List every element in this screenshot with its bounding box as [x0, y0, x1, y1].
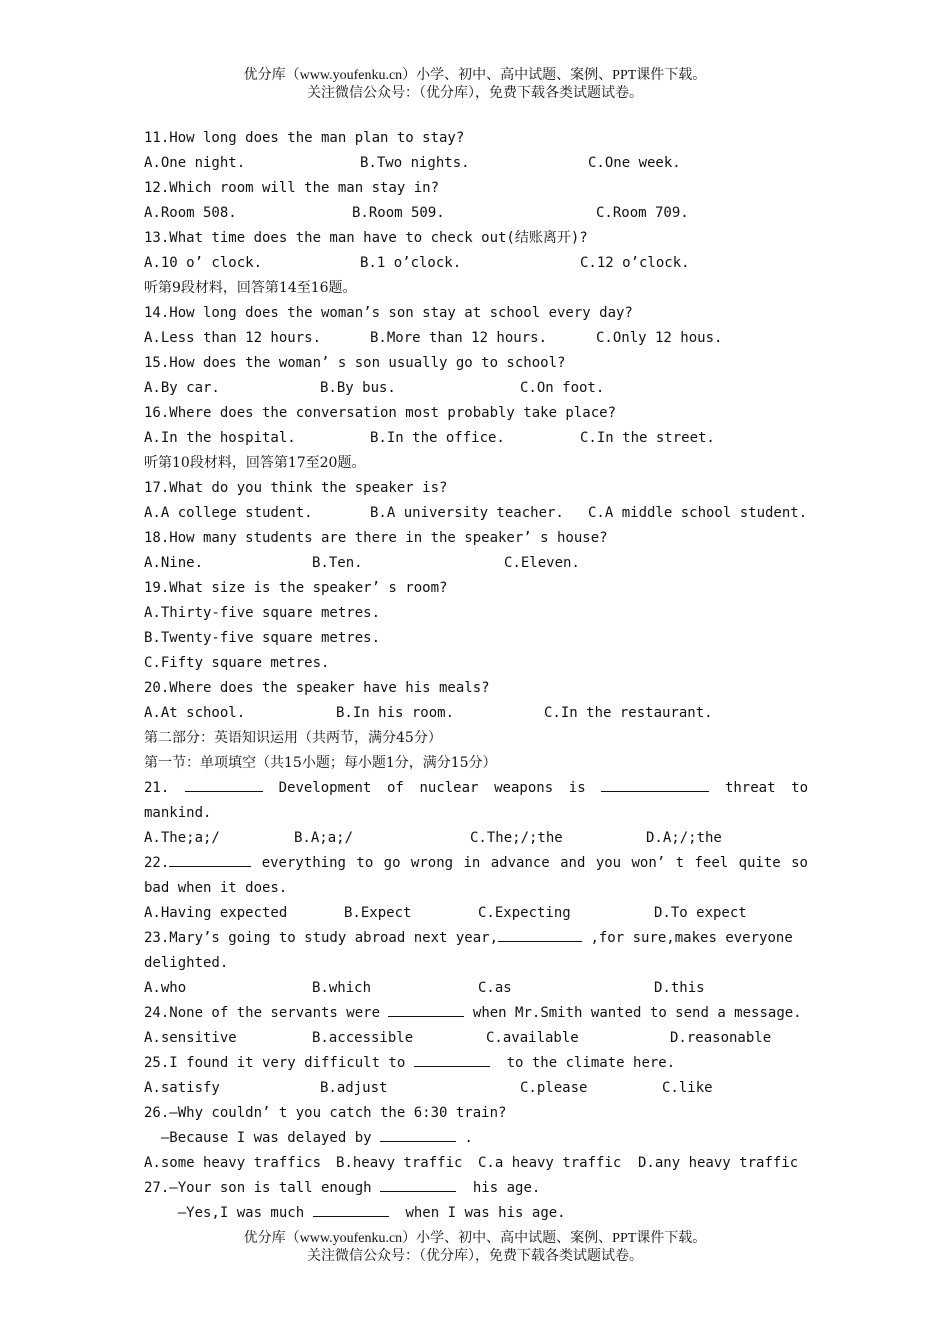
question-12-stem: 12.Which room will the man stay in? [144, 180, 440, 196]
option-d: D.reasonable [670, 1030, 772, 1046]
option-d: D.this [654, 980, 705, 996]
header-line-2: 关注微信公众号：（优分库），免费下载各类试题试卷。 [307, 86, 643, 101]
option-c: C.In the street. [580, 430, 715, 446]
question-18-options [144, 551, 808, 576]
stem-text: ,for sure,makes everyone [590, 930, 793, 946]
option-b: B.Ten. [312, 555, 363, 571]
stem-text: threat to [724, 780, 809, 796]
option-a: A.In the hospital. [144, 430, 296, 446]
answer-blank [601, 777, 709, 792]
option-a: A.who [144, 980, 187, 996]
option-d: C.like [662, 1080, 713, 1096]
option-c: C.Only 12 hous. [596, 330, 723, 346]
option-b: B.accessible [312, 1030, 414, 1046]
stem-text: 24.None of the servants were [144, 1005, 381, 1021]
option-c: C.available [486, 1030, 579, 1046]
question-13-stem: 13.What time does the man have to check out(结账离开)? [144, 230, 588, 246]
question-number: 21. [144, 780, 170, 796]
exam-content [144, 126, 808, 1226]
answer-blank [498, 927, 582, 942]
option-d: D.A;/;the [646, 830, 722, 846]
footer-line-2: 关注微信公众号：（优分库），免费下载各类试题试卷。 [307, 1249, 643, 1264]
option-a: A.10 o’ clock. [144, 255, 263, 271]
option-b: B.A university teacher. [370, 505, 564, 521]
question-22-continuation: bad when it does. [144, 880, 288, 896]
option-c: C.as [478, 980, 512, 996]
option-c: C.please [520, 1080, 588, 1096]
question-27-reply [144, 1201, 808, 1226]
stem-text: 27.—Your son is tall enough [144, 1180, 372, 1196]
question-11-options [144, 151, 808, 176]
answer-blank [169, 852, 251, 867]
option-b: B.A;a;/ [294, 830, 354, 846]
option-c: C.One week. [588, 155, 681, 171]
page-footer [0, 1230, 950, 1266]
stem-text: his age. [472, 1180, 541, 1196]
question-15-options [144, 376, 808, 401]
header-line-1: 优分库（www.youfenku.cn）小学、初中、高中试题、案例、PPT课件下载。 [243, 68, 707, 83]
footer-line-1: 优分库（www.youfenku.cn）小学、初中、高中试题、案例、PPT课件下载。 [243, 1231, 707, 1246]
question-19-option-b: B.Twenty-five square metres. [144, 630, 381, 646]
question-26-options [144, 1151, 808, 1176]
option-a: A.Less than 12 hours. [144, 330, 322, 346]
stem-text: 25.I found it very difficult to [144, 1055, 406, 1071]
section-9-heading: 听第9段材料，回答第14至16题。 [144, 280, 357, 296]
option-c: C.Expecting [478, 905, 571, 921]
option-d: D.To expect [654, 905, 747, 921]
part-2-heading: 第二部分：英语知识运用（共两节，满分45分） [144, 730, 442, 746]
question-19-option-c: C.Fifty square metres. [144, 655, 330, 671]
option-a: A.At school. [144, 705, 246, 721]
option-c: C.The;/;the [470, 830, 563, 846]
question-23-stem [144, 926, 808, 951]
question-27-stem [144, 1176, 808, 1201]
stem-text: . [464, 1130, 473, 1146]
option-b: B.heavy traffic [336, 1155, 463, 1171]
stem-text: to the climate here. [506, 1055, 676, 1071]
answer-blank [380, 1177, 456, 1192]
option-b: B.In his room. [336, 705, 455, 721]
section-1-heading: 第一节：单项填空（共15小题；每小题1分，满分15分） [144, 755, 497, 771]
question-26-reply [144, 1126, 808, 1151]
option-c: C.Eleven. [504, 555, 580, 571]
answer-blank [313, 1202, 389, 1217]
option-a: A.satisfy [144, 1080, 220, 1096]
answer-blank [380, 1127, 456, 1142]
option-b: B.Expect [344, 905, 412, 921]
question-22-stem [144, 851, 808, 876]
question-20-options [144, 701, 808, 726]
question-24-stem [144, 1001, 808, 1026]
question-24-options [144, 1026, 808, 1051]
option-a: A.Room 508. [144, 205, 237, 221]
section-10-heading: 听第10段材料，回答第17至20题。 [144, 455, 366, 471]
question-11-stem: 11.How long does the man plan to stay? [144, 130, 465, 146]
page-header [0, 67, 950, 103]
question-17-options [144, 501, 808, 526]
stem-text: when Mr.Smith wanted to send a message. [472, 1005, 802, 1021]
option-a: A.Nine. [144, 555, 204, 571]
stem-text: 23.Mary’s going to study abroad next year, [144, 930, 499, 946]
question-14-stem: 14.How long does the woman’s son stay at school every day? [144, 305, 633, 321]
question-25-options [144, 1076, 808, 1101]
question-22-options [144, 901, 808, 926]
stem-text: when I was his age. [405, 1205, 566, 1221]
option-b: B.By bus. [320, 380, 396, 396]
question-26-stem: 26.—Why couldn’ t you catch the 6:30 train? [144, 1105, 507, 1121]
answer-blank [185, 777, 263, 792]
question-20-stem: 20.Where does the speaker have his meals? [144, 680, 490, 696]
question-16-stem: 16.Where does the conversation most probably take place? [144, 405, 617, 421]
answer-blank [388, 1002, 464, 1017]
question-15-stem: 15.How does the woman’ s son usually go to school? [144, 355, 566, 371]
option-b: B.which [312, 980, 372, 996]
option-a: A.The;a;/ [144, 830, 220, 846]
option-c: C.Room 709. [596, 205, 689, 221]
option-a: A.sensitive [144, 1030, 237, 1046]
option-c: C.A middle school student. [588, 505, 808, 521]
question-23-continuation: delighted. [144, 955, 229, 971]
question-25-stem [144, 1051, 808, 1076]
option-b: B.Two nights. [360, 155, 470, 171]
option-b: B.Room 509. [352, 205, 445, 221]
option-c: C.12 o’clock. [580, 255, 690, 271]
answer-blank [414, 1052, 490, 1067]
question-16-options [144, 426, 808, 451]
question-21-continuation: mankind. [144, 805, 212, 821]
stem-text: everything to go wrong in advance and you won’ t feel quite so [261, 855, 808, 871]
question-17-stem: 17.What do you think the speaker is? [144, 480, 448, 496]
option-a: A.By car. [144, 380, 220, 396]
question-23-options [144, 976, 808, 1001]
option-b: B.More than 12 hours. [370, 330, 548, 346]
question-12-options [144, 201, 808, 226]
option-a: A.Having expected [144, 905, 288, 921]
question-13-options [144, 251, 808, 276]
option-a: A.One night. [144, 155, 246, 171]
question-19-option-a: A.Thirty-five square metres. [144, 605, 381, 621]
stem-text: —Yes,I was much [177, 1205, 305, 1221]
question-19-stem: 19.What size is the speaker’ s room? [144, 580, 448, 596]
stem-text: Development of nuclear weapons is [278, 780, 586, 796]
question-number: 22. [144, 855, 170, 871]
question-14-options [144, 326, 808, 351]
option-a: A.some heavy traffics [144, 1155, 322, 1171]
option-b: B.adjust [320, 1080, 388, 1096]
option-d: D.any heavy traffic [638, 1155, 799, 1171]
option-c: C.In the restaurant. [544, 705, 713, 721]
option-b: B.1 o’clock. [360, 255, 462, 271]
option-c: C.a heavy traffic [478, 1155, 622, 1171]
question-21-options [144, 826, 808, 851]
stem-text: —Because I was delayed by [160, 1130, 372, 1146]
option-a: A.A college student. [144, 505, 313, 521]
question-18-stem: 18.How many students are there in the speaker’ s house? [144, 530, 608, 546]
option-c: C.On foot. [520, 380, 605, 396]
option-b: B.In the office. [370, 430, 505, 446]
question-21-stem [144, 776, 808, 801]
